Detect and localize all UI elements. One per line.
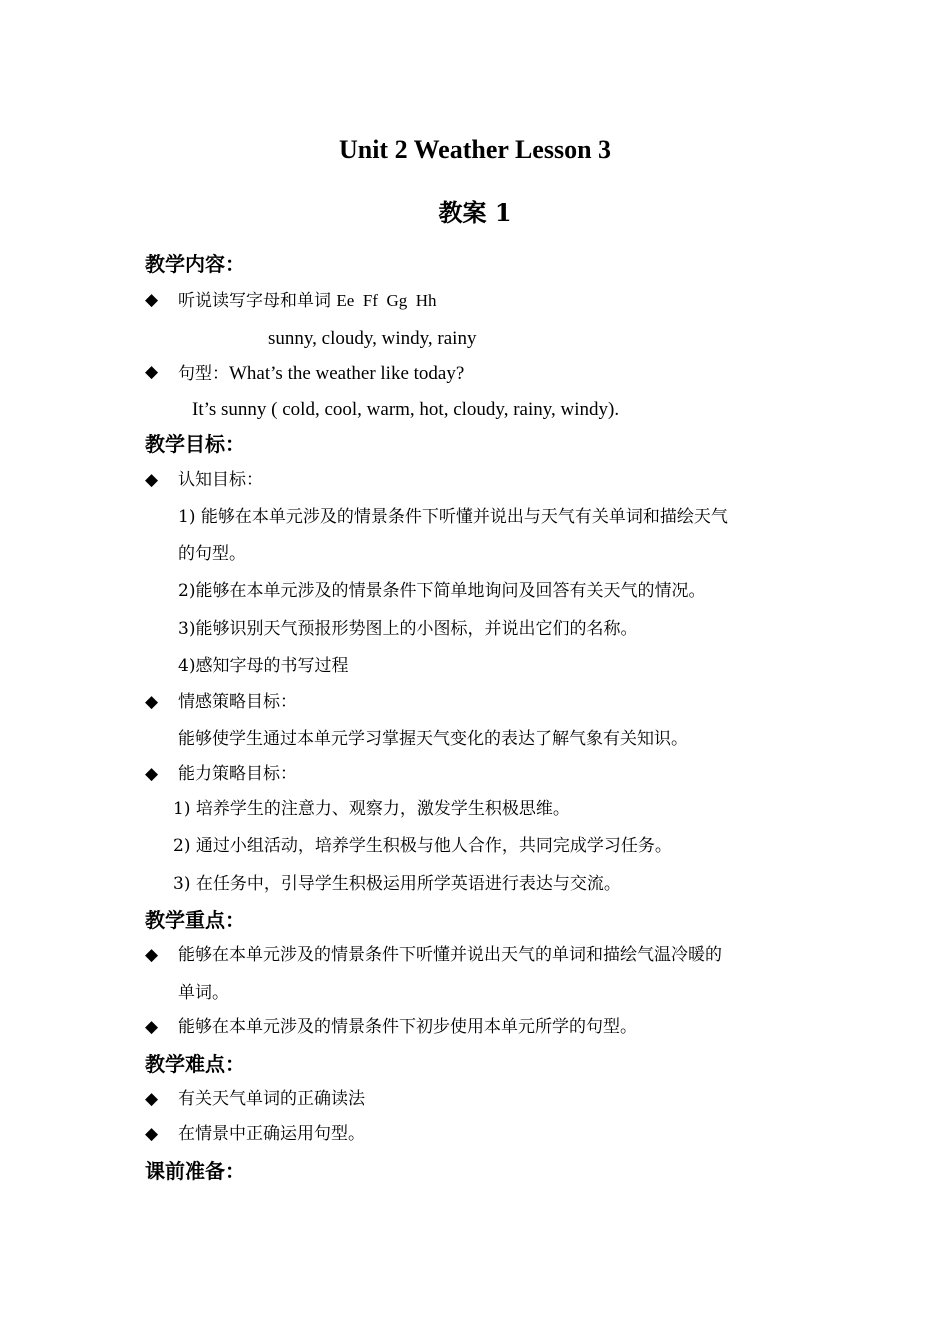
affective-goal-1: 能够使学生通过本单元学习掌握天气变化的表达了解气象有关知识。 — [178, 729, 688, 749]
content-item-1 — [178, 292, 437, 310]
section-heading-difficulties: 教学难点： — [145, 1052, 245, 1076]
difficulty-1: 有关天气单词的正确读法 — [178, 1089, 365, 1109]
cognitive-goal-1-cont: 的句型。 — [178, 544, 246, 564]
document-title: Unit 2 Weather Lesson 3 — [338, 135, 612, 164]
bullet-icon: ◆ — [145, 945, 159, 965]
content-item-2-sentence: What’s the weather like today? — [229, 363, 465, 384]
section-heading-key-points: 教学重点： — [145, 908, 245, 932]
bullet-icon: ◆ — [145, 470, 159, 490]
cognitive-goal-3: 3)能够识别天气预报形势图上的小图标，并说出它们的名称。 — [178, 619, 638, 639]
content-item-2 — [178, 364, 464, 383]
cognitive-goal-2: 2)能够在本单元涉及的情景条件下简单地询问及回答有关天气的情况。 — [178, 581, 706, 601]
section-heading-goals: 教学目标： — [145, 432, 245, 456]
section-heading-content: 教学内容： — [145, 252, 245, 276]
cognitive-goal-label: 认知目标： — [178, 470, 263, 490]
bullet-icon: ◆ — [145, 764, 159, 784]
key-point-2: 能够在本单元涉及的情景条件下初步使用本单元所学的句型。 — [178, 1017, 637, 1037]
content-item-1-text: 听说读写字母和单词 — [178, 291, 331, 311]
bullet-icon: ◆ — [145, 1124, 159, 1144]
document-subtitle: 教案 1 — [438, 198, 512, 227]
ability-goal-label: 能力策略目标： — [178, 764, 297, 784]
bullet-icon: ◆ — [145, 290, 159, 310]
bullet-icon: ◆ — [145, 1089, 159, 1109]
bullet-icon: ◆ — [145, 1017, 159, 1037]
key-point-1: 能够在本单元涉及的情景条件下听懂并说出天气的单词和描绘气温冷暖的 — [178, 945, 722, 965]
bullet-icon: ◆ — [145, 362, 159, 382]
affective-goal-label: 情感策略目标： — [178, 692, 297, 712]
ability-goal-1: 1) 培养学生的注意力、观察力，激发学生积极思维。 — [173, 799, 570, 819]
cognitive-goal-4: 4)感知字母的书写过程 — [178, 656, 349, 676]
content-item-2-answer: It’s sunny ( cold, cool, warm, hot, cloudy, rainy, windy). — [192, 399, 620, 420]
ability-goal-3: 3) 在任务中，引导学生积极运用所学英语进行表达与交流。 — [173, 874, 621, 894]
content-item-1-words: sunny, cloudy, windy, rainy — [268, 328, 477, 349]
section-heading-preparation: 课前准备： — [145, 1159, 245, 1183]
cognitive-goal-1: 1) 能够在本单元涉及的情景条件下听懂并说出与天气有关单词和描绘天气 — [178, 507, 728, 527]
difficulty-2: 在情景中正确运用句型。 — [178, 1124, 365, 1144]
ability-goal-2: 2) 通过小组活动，培养学生积极与他人合作，共同完成学习任务。 — [173, 836, 672, 856]
key-point-1-cont: 单词。 — [178, 983, 229, 1003]
content-item-1-letters: Ee Ff Gg Hh — [336, 291, 437, 310]
bullet-icon: ◆ — [145, 692, 159, 712]
content-item-2-label: 句型： — [178, 364, 229, 384]
